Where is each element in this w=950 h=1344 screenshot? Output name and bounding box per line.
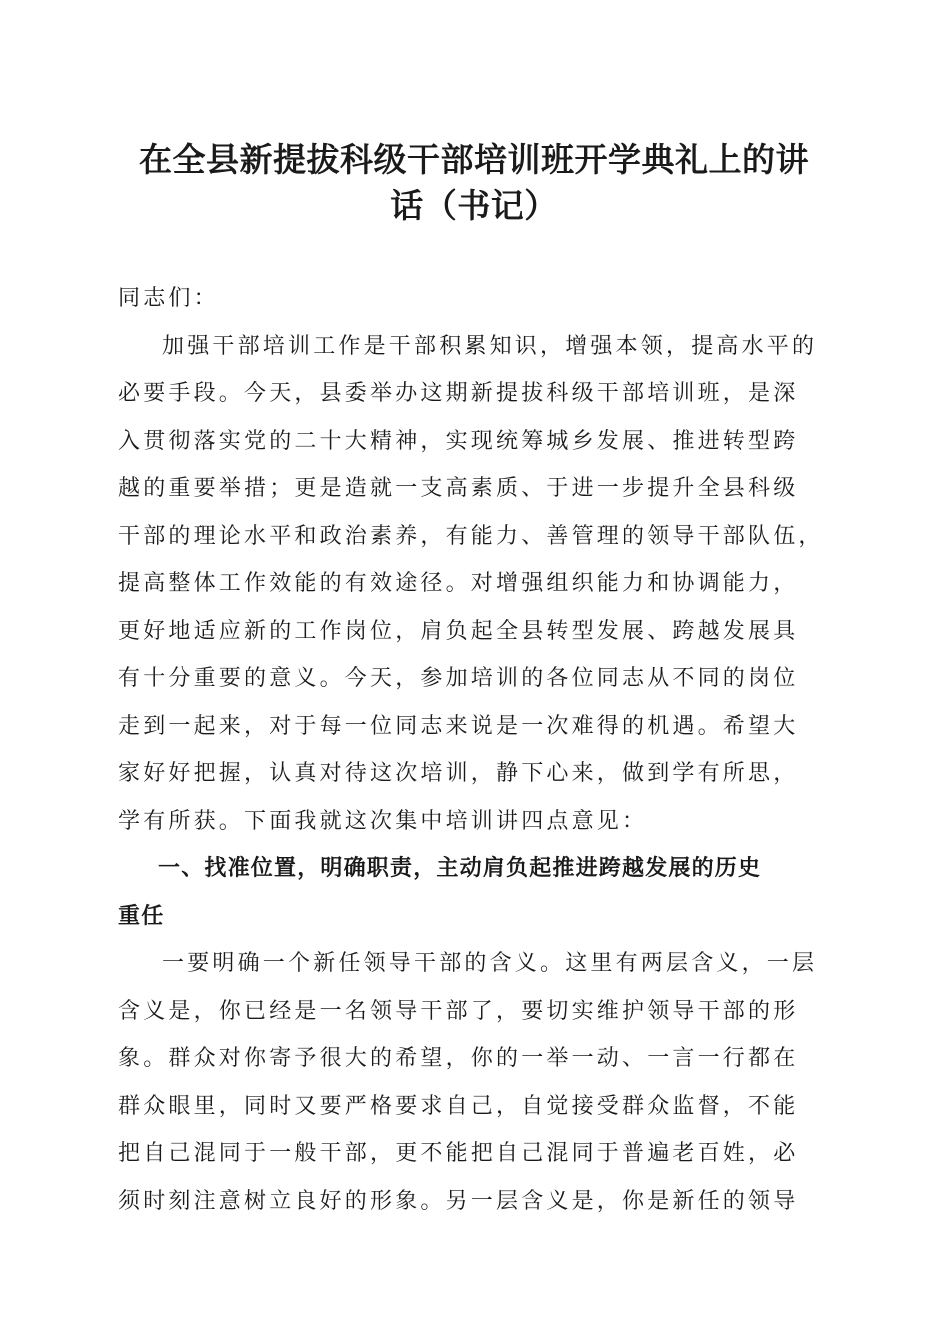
paragraph-line: 提高整体工作效能的有效途径。对增强组织能力和协调能力，: [118, 571, 799, 596]
paragraph-line: 有十分重要的意义。今天，参加培训的各位同志从不同的岗位: [118, 666, 799, 691]
title-line-1: 在全县新提拔科级干部培训班开学典礼上的讲: [139, 140, 809, 179]
paragraph-line: 含义是，你已经是一名领导干部了，要切实维护领导干部的形: [118, 998, 799, 1024]
document-title: [118, 137, 830, 229]
paragraph-line: 学有所获。下面我就这次集中培训讲四点意见：: [118, 808, 648, 834]
paragraph-line: 必要手段。今天，县委举办这期新提拔科级干部培训班，是深: [118, 381, 799, 406]
heading-line: 重任: [118, 903, 165, 929]
paragraph-line: 越的重要举措；更是造就一支高素质、于进一步提升全县科级: [118, 476, 799, 501]
salutation: 同志们：: [118, 286, 219, 311]
section-heading-1: [118, 845, 830, 940]
paragraph-line: 干部的理论水平和政治素养，有能力、善管理的领导干部队伍，: [118, 523, 824, 549]
intro-paragraph: [118, 323, 830, 846]
title-line-2: 话（书记）: [390, 186, 558, 225]
paragraph-line: 把自己混同于一般干部，更不能把自己混同于普遍老百姓，必: [118, 1141, 799, 1166]
paragraph-line: 加强干部培训工作是干部积累知识，增强本领，提高水平的: [162, 333, 818, 359]
paragraph-line: 一要明确一个新任领导干部的含义。这里有两层含义，一层: [162, 951, 818, 976]
paragraph-line: 群众眼里，同时又要严格要求自己，自觉接受群众监督，不能: [118, 1093, 799, 1119]
paragraph-line: 须时刻注意树立良好的形象。另一层含义是，你是新任的领导: [118, 1188, 799, 1214]
section-1-paragraph: [118, 940, 830, 1225]
paragraph-line: 走到一起来，对于每一位同志来说是一次难得的机遇。希望大: [118, 713, 799, 739]
heading-line: 一、找准位置，明确职责，主动肩负起推进跨越发展的历史: [158, 856, 762, 881]
paragraph-line: 入贯彻落实党的二十大精神，实现统筹城乡发展、推进转型跨: [118, 428, 799, 454]
document-body: [118, 275, 830, 1225]
paragraph-line: 象。群众对你寄予很大的希望，你的一举一动、一言一行都在: [118, 1046, 799, 1071]
paragraph-line: 更好地适应新的工作岗位，肩负起全县转型发展、跨越发展具: [118, 618, 799, 644]
paragraph-line: 家好好把握，认真对待这次培训，静下心来，做到学有所思，: [118, 761, 799, 786]
